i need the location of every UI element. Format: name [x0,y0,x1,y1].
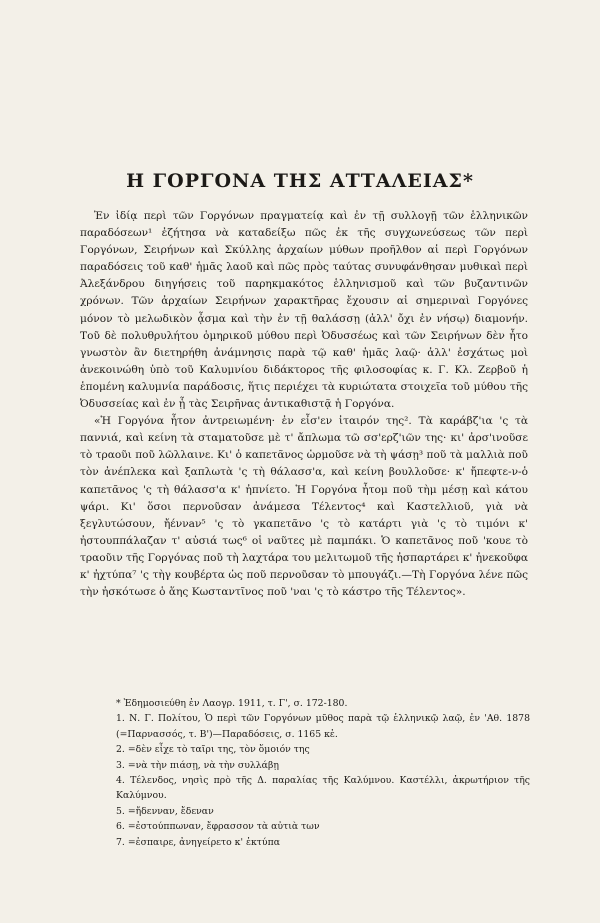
paragraph: Ἐν ἰδίᾳ περὶ τῶν Γοργόνων πραγματείᾳ καὶ ἐν τῇ συλλογῇ τῶν ἑλληνικῶν παραδόσεων¹ ἐζήτησα νὰ καταδείξω πῶς ἐκ τῆς συγχωνεύσεως τῶν περὶ Γοργόνων, Σειρήνων καὶ Σκύλλης ἀρχαίων μύθων προῆλθον αἱ περὶ Γοργόνων παραδόσεις τοῦ καθ' ἡμᾶς λαοῦ καὶ πῶς πρὸς ταύτας συνυφάνθησαν μυθικαὶ περὶ Ἀλεξάνδρου διηγήσεις τοῦ παρηκμακότος ἑλληνισμοῦ καὶ τῶν βυζαντινῶν χρόνων. Τῶν ἀρχαίων Σειρήνων χαρακτῆρας ἔχουσιν αἱ σημεριναὶ Γοργόνες μόνον τὸ μελωδικὸν ᾆσμα καὶ τὴν ἐν τῇ θαλάσσῃ (ἀλλ' ὄχι ἐν νήσῳ) διαμονήν. Τοῦ δὲ πολυθρυλήτου ὁμηρικοῦ μύθου περὶ Ὀδυσσέως καὶ τῶν Σειρήνων δὲν ἦτο γνωστὸν ἂν διετηρήθη ἀνάμνησις παρὰ τῷ καθ' ἡμᾶς λαῷ· ἀλλ' ἐσχάτως μοὶ ἀνεκοινώθη ὑπὸ τοῦ Καλυμνίου διδάκτορος τῆς φιλοσοφίας κ. Γ. Κλ. Ζερβοῦ ἡ ἑπομένη καλυμνία παράδοσις, ἥτις περιέχει τὰ κυριώτατα στοιχεῖα τοῦ μύθου τῆς Ὀδυσσείας καὶ ἐν ᾗ τὰς Σειρῆνας ἀντικαθιστᾷ ἡ Γοργόνα. [80,210,528,411]
footnote: 4. Τέλενδος, νησὶς πρὸ τῆς Δ. παραλίας τῆς Καλύμνου. Καστέλλι, ἀκρωτήριον τῆς Καλύμνου. [116,775,530,802]
page-title: Η ΓΟΡΓΟΝΑ ΤΗΣ ΑΤΤΑΛΕΙΑΣ* [126,170,474,192]
body-text [80,208,528,601]
footnote: 5. =ἤδενναν, ἔδεναν [116,805,214,817]
paragraph: «Ἡ Γοργόνα ἦτον ἀντρειωμένη· ἐν εἶσ'εν ἰταιρόν της². Τὰ καράβζ'ια 'ς τὰ παννιά, καὶ κείνη τὰ σταματοῦσε μὲ τ' ἄπλωμα τῶ σσ'ερζ'ιῶν της· κι' ἀρσ'ινοῦσε τὸ τραοῦι ποῦ λῶλλαινε. Κι' ὁ καπετᾶνος ὡρμοῦσε νὰ τὴ ψάσῃ³ ποῦ τὰ μαλλιὰ ποῦ τὸν ἀνέπλεκα καὶ ξαπλωτὰ 'ς τὴ θάλασσ'α, καὶ κείνη βουλλοῦσε· κ' ἤπεφτε-ν-ὁ καπετᾶνος 'ς τὴ θάλασσ'α κ' ἠπνίετο. Ἡ Γοργόνα ἦτομ ποῦ τὴμ μέσῃ καὶ κάτου ψάρι. Κι' ὅσοι περνοῦσαν ἀνάμεσα Τέλεντος⁴ καὶ Καστελλιοῦ, γιὰ νὰ ξεγλυτώσουν, ἤέννaν⁵ 'ς τὸ γκαπετᾶνο 'ς τὸ κατάρτι γιὰ 'ς τὸ τιμόνι κ' ἠστουππάλαζαν τ' αὐσιά τως⁶ οἱ ναῦτες μὲ παμπάκι. Ὁ καπετᾶνος ποῦ 'κουε τὸ τραοῦιν τῆς Γοργόνας ποῦ τὴ λαχτάρα του μελιτωμοῦ τῆς ἠσπαρτάρει κ' ἠνεκοῦφα κ' ἠχτύπα⁷ 'ς τὴγ κουβέρτα ὡς ποῦ περνοῦσαν τὸ μπουγάζι.—Τὴ Γοργόνα λένε πῶς τὴν ἠσκότωσε ὁ ἅης Κωσταντῖνος ποῦ 'ναι 'ς τὸ κάστρο τῆς Τέλεντος». [80,415,528,599]
footnotes [100,696,530,850]
footnote: 2. =δὲν εἶχε τὸ ταῖρι της, τὸν ὅμοιόν της [116,744,310,756]
footnote: 1. Ν. Γ. Πολίτου, Ὁ περὶ τῶν Γοργόνων μῦθος παρὰ τῷ ἑλληνικῷ λαῷ, ἐν 'Αθ. 1878 (=Παρνασσός, τ. Β')—Παραδόσεις, σ. 1165 κἑ. [116,713,530,740]
footnote: 3. =νὰ τὴν πιάσῃ, νὰ τὴν συλλάβῃ [116,759,279,771]
footnote: * Ἐδημοσιεύθη ἐν Λαογρ. 1911, τ. Γ', σ. 172-180. [116,698,348,709]
footnote: 7. =ἐσπαιρε, ἀνηγείρετο κ' ἐκτύπα [116,836,280,848]
footnote: 6. =ἐστούππωναν, ἔφρασσον τὰ αὐτιὰ των [116,821,320,833]
